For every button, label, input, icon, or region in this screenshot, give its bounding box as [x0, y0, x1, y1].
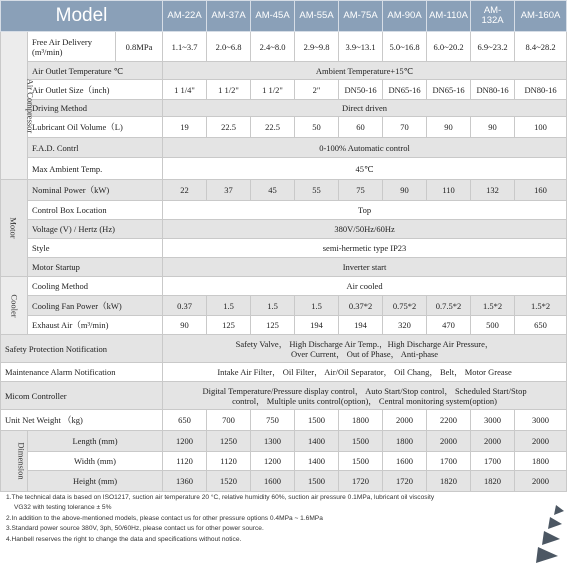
- row-label: Style: [28, 239, 163, 258]
- row-height: [1, 471, 567, 492]
- row-label: Cooling Method: [28, 277, 163, 296]
- cell: 75: [339, 180, 383, 201]
- cell: 90: [471, 117, 515, 138]
- footnotes: [6, 493, 562, 545]
- cell: 1520: [207, 471, 251, 492]
- row-label: Motor Startup: [28, 258, 163, 277]
- corner-decoration-icon: [516, 497, 566, 569]
- row-label: Voltage (V) / Hertz (Hz): [28, 220, 163, 239]
- cell: 6.9~23.2: [471, 32, 515, 62]
- cell: 194: [295, 316, 339, 335]
- model-header: AM-55A: [295, 1, 339, 32]
- cell: 45: [251, 180, 295, 201]
- group-air-compressor: Air Compressor: [1, 32, 28, 180]
- cell: 1.5*2: [471, 296, 515, 316]
- row-style: [1, 239, 567, 258]
- cell: 70: [383, 117, 427, 138]
- row-label: Nominal Power（kW): [28, 180, 163, 201]
- row-maintenance: [1, 363, 567, 382]
- row-label: Control Box Location: [28, 201, 163, 220]
- cell-line: Safety Valve， High Discharge Air Temp.，High Discharge Air Pressure，: [235, 338, 494, 349]
- footnote: VG32 with testing tolerance ± 5%: [14, 504, 112, 512]
- cell: 650: [163, 410, 207, 431]
- cell: DN50-16: [339, 80, 383, 100]
- cell: 2000: [471, 431, 515, 452]
- cell: 2000: [427, 431, 471, 452]
- cell: 1800: [515, 452, 567, 471]
- row-oil-volume: [1, 117, 567, 138]
- row-label: Air Outlet Size（inch): [28, 80, 163, 100]
- row-label: Safety Protection Notification: [1, 335, 163, 363]
- cell: 6.0~20.2: [427, 32, 471, 62]
- cell: 8.4~28.2: [515, 32, 567, 62]
- cell: 22.5: [251, 117, 295, 138]
- cell: 0-100% Automatic control: [163, 138, 567, 158]
- cell: Direct driven: [163, 100, 567, 117]
- row-voltage: [1, 220, 567, 239]
- cell: 2.0~6.8: [207, 32, 251, 62]
- cell: 1.5: [251, 296, 295, 316]
- cell: 1 1/2": [207, 80, 251, 100]
- cell: 1500: [339, 431, 383, 452]
- cell: 1820: [427, 471, 471, 492]
- cell: 1720: [383, 471, 427, 492]
- cell: Top: [163, 201, 567, 220]
- cell: 5.0~16.8: [383, 32, 427, 62]
- cell: 500: [471, 316, 515, 335]
- cell: 55: [295, 180, 339, 201]
- group-cooler: Cooler: [1, 277, 28, 335]
- row-width: [1, 452, 567, 471]
- model-header: AM-90A: [383, 1, 427, 32]
- model-header: AM-132A: [471, 1, 515, 32]
- model-header: AM-45A: [251, 1, 295, 32]
- row-startup: [1, 258, 567, 277]
- cell: 2.9~9.8: [295, 32, 339, 62]
- group-dimension: Dimension: [1, 431, 28, 492]
- cell: 1.1~3.7: [163, 32, 207, 62]
- cell: 2": [295, 80, 339, 100]
- row-label: Lubricant Oil Volume（L): [28, 117, 163, 138]
- row-weight: [1, 410, 567, 431]
- row-exhaust: [1, 316, 567, 335]
- row-label: Width (mm): [28, 452, 163, 471]
- cell: 320: [383, 316, 427, 335]
- cell: 700: [207, 410, 251, 431]
- cell: 132: [471, 180, 515, 201]
- row-label: Length (mm): [28, 431, 163, 452]
- footnote: 2.In addition to the above-mentioned models, please contact us for other pressure options 0.4MPa ~ 1.6MPa: [6, 514, 323, 522]
- row-label: Exhaust Air（m³/min): [28, 316, 163, 335]
- cell: semi-hermetic type IP23: [163, 239, 567, 258]
- cell: 1600: [383, 452, 427, 471]
- cell: 650: [515, 316, 567, 335]
- cell: 470: [427, 316, 471, 335]
- row-micom: [1, 382, 567, 410]
- model-header: AM-160A: [515, 1, 567, 32]
- cell: 37: [207, 180, 251, 201]
- row-driving: [1, 100, 567, 117]
- cell: 2.4~8.0: [251, 32, 295, 62]
- row-label: Max Ambient Temp.: [28, 158, 163, 180]
- row-label: Micom Controller: [1, 382, 163, 410]
- cell: 0.37: [163, 296, 207, 316]
- cell: 1360: [163, 471, 207, 492]
- row-label: Cooling Fan Power（kW): [28, 296, 163, 316]
- cell: 60: [339, 117, 383, 138]
- cell-line: control， Multiple units control(option)， Central monitoring system(option): [232, 395, 497, 406]
- cell: 0.75*2: [383, 296, 427, 316]
- cell: DN80-16: [515, 80, 567, 100]
- cell: 1250: [207, 431, 251, 452]
- cell: 22: [163, 180, 207, 201]
- cell: 1720: [339, 471, 383, 492]
- row-label: Unit Net Weight （kg): [1, 410, 163, 431]
- cell: 1400: [295, 431, 339, 452]
- cell: 2200: [427, 410, 471, 431]
- cell: 1700: [471, 452, 515, 471]
- cell: 1120: [207, 452, 251, 471]
- cell: 1.5: [207, 296, 251, 316]
- cell: 1 1/2": [251, 80, 295, 100]
- cell: 1600: [251, 471, 295, 492]
- model-header: AM-37A: [207, 1, 251, 32]
- row-label: Free Air Delivery (m³/min): [28, 32, 116, 62]
- cell: Intake Air Filter， Oil Filter， Air/Oil Separator， Oil Chang， Belt， Motor Grease: [163, 363, 567, 382]
- footnote: 3.Standard power source 380V, 3ph, 50/60Hz, please contact us for other power source.: [6, 525, 264, 533]
- cell: 3000: [515, 410, 567, 431]
- cell: DN65-16: [383, 80, 427, 100]
- header-row: [1, 1, 567, 32]
- row-fan-power: [1, 296, 567, 316]
- row-safety: [1, 335, 567, 363]
- cell: 1500: [339, 452, 383, 471]
- cell: 750: [251, 410, 295, 431]
- cell: 1200: [163, 431, 207, 452]
- footnote: 4.Hanbell reserves the right to change the data and specifications without notice.: [6, 535, 242, 543]
- cell: 1200: [251, 452, 295, 471]
- group-motor: Motor: [1, 180, 28, 277]
- row-label: Maintenance Alarm Notification: [1, 363, 163, 382]
- cell: 0.7.5*2: [427, 296, 471, 316]
- cell: Ambient Temperature+15℃: [163, 62, 567, 80]
- cell: 3.9~13.1: [339, 32, 383, 62]
- cell: 1120: [163, 452, 207, 471]
- cell: Inverter start: [163, 258, 567, 277]
- cell: 2000: [383, 410, 427, 431]
- row-label: Driving Method: [28, 100, 163, 117]
- cell: 19: [163, 117, 207, 138]
- model-header: AM-110A: [427, 1, 471, 32]
- cell: 90: [427, 117, 471, 138]
- row-length: [1, 431, 567, 452]
- cell: 90: [383, 180, 427, 201]
- row-label: Air Outlet Temperature ℃: [28, 62, 163, 80]
- cell: 125: [251, 316, 295, 335]
- cell: Air cooled: [163, 277, 567, 296]
- cell: 194: [339, 316, 383, 335]
- cell: 1 1/4": [163, 80, 207, 100]
- cell: 1700: [427, 452, 471, 471]
- cell: 1.5*2: [515, 296, 567, 316]
- footnote: 1.The technical data is based on ISO1217, suction air temperature 20 °C, relative humidity 60%, suction air pressure 0.1MPa, lubricant oil viscosity: [6, 494, 435, 501]
- cell: 110: [427, 180, 471, 201]
- row-label: F.A.D. Contrl: [28, 138, 163, 158]
- cell: 3000: [471, 410, 515, 431]
- cell: [163, 382, 567, 410]
- model-header: AM-22A: [163, 1, 207, 32]
- cell: 2000: [515, 431, 567, 452]
- cell: DN65-16: [427, 80, 471, 100]
- cell: 0.37*2: [339, 296, 383, 316]
- cell: 90: [163, 316, 207, 335]
- cell: 1500: [295, 471, 339, 492]
- row-sublabel: 0.8MPa: [116, 32, 163, 62]
- row-fad-control: [1, 138, 567, 158]
- row-nominal-power: [1, 180, 567, 201]
- row-control-box: [1, 201, 567, 220]
- cell: 2000: [515, 471, 567, 492]
- cell: 1820: [471, 471, 515, 492]
- cell-line: Digital Temperature/Pressure display control， Auto Start/Stop control， Scheduled Start/Stop: [202, 385, 527, 396]
- model-title: Model: [1, 1, 163, 32]
- cell: 125: [207, 316, 251, 335]
- cell: 100: [515, 117, 567, 138]
- row-outlet-temp: [1, 62, 567, 80]
- cell: 1.5: [295, 296, 339, 316]
- row-label: Height (mm): [28, 471, 163, 492]
- row-outlet-size: [1, 80, 567, 100]
- cell: 50: [295, 117, 339, 138]
- cell: 1800: [339, 410, 383, 431]
- cell: 1300: [251, 431, 295, 452]
- row-fad: [1, 32, 567, 62]
- cell: DN80-16: [471, 80, 515, 100]
- cell: 1800: [383, 431, 427, 452]
- cell: 160: [515, 180, 567, 201]
- cell-line: Over Current， Out of Phase， Anti-phase: [290, 348, 439, 359]
- row-max-ambient: [1, 158, 567, 180]
- row-cooling-method: [1, 277, 567, 296]
- cell: 1500: [295, 410, 339, 431]
- cell: 22.5: [207, 117, 251, 138]
- cell: 1400: [295, 452, 339, 471]
- cell: 45℃: [163, 158, 567, 180]
- cell: [163, 335, 567, 363]
- model-header: AM-75A: [339, 1, 383, 32]
- cell: 380V/50Hz/60Hz: [163, 220, 567, 239]
